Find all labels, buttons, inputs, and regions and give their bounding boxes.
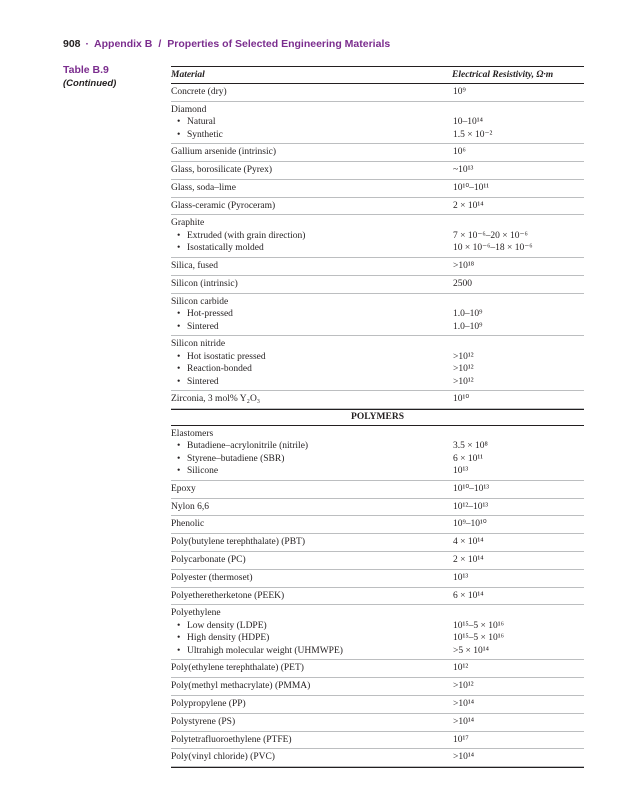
- table-row: [171, 660, 584, 678]
- resistivity-value: >10¹⁸: [453, 260, 475, 271]
- bullet-icon: •: [177, 441, 181, 452]
- table-bottom-rule: [171, 767, 584, 768]
- sub-resistivity-value: 10¹⁵–5 × 10¹⁶: [453, 633, 504, 644]
- resistivity-value: 10¹⁰–10¹¹: [453, 182, 490, 193]
- material-name: Glass, borosilicate (Pyrex): [171, 165, 273, 176]
- sub-resistivity-value: >10¹²: [453, 376, 474, 387]
- resistivity-value: >10¹⁴: [453, 752, 475, 763]
- table-row: [171, 749, 584, 767]
- section-polymers: POLYMERS: [171, 409, 584, 426]
- header-resistivity: Electrical Resistivity, Ω·m: [452, 70, 554, 80]
- resistivity-value: 2 × 10¹⁴: [453, 555, 484, 566]
- sub-material-name: [177, 376, 219, 389]
- table-row: [171, 588, 584, 606]
- table-row: [171, 294, 584, 337]
- resistivity-value: ~10¹³: [453, 165, 474, 176]
- table-header: [171, 67, 584, 84]
- sub-material-label: Sintered: [187, 321, 219, 332]
- sub-material-name: [177, 129, 223, 142]
- sub-material-label: Styrene–butadiene (SBR): [187, 453, 285, 464]
- bullet-icon: •: [177, 321, 181, 332]
- resistivity-value: 10⁶: [453, 147, 466, 158]
- table-row: [171, 391, 584, 409]
- resistivity-value: 10¹²: [453, 663, 469, 674]
- table-row: [171, 696, 584, 714]
- table-row: [171, 144, 584, 162]
- material-name: Polycarbonate (PC): [171, 555, 246, 566]
- table-row: [171, 552, 584, 570]
- table-continued: (Continued): [63, 78, 117, 89]
- header-material: Material: [171, 70, 205, 80]
- table-number: Table B.9: [63, 64, 109, 76]
- sub-material-name: [177, 321, 219, 334]
- sub-material-label: Sintered: [187, 376, 219, 387]
- bullet-icon: •: [177, 364, 181, 375]
- sub-resistivity-value: 1.0–10⁹: [453, 321, 483, 332]
- material-name: Silicon nitride: [171, 339, 226, 350]
- material-name: Poly(methyl methacrylate) (PMMA): [171, 681, 311, 692]
- sub-resistivity-value: 7 × 10⁻⁶–20 × 10⁻⁶: [453, 230, 528, 241]
- material-name: Silicon carbide: [171, 296, 229, 307]
- sub-material-label: Natural: [187, 117, 216, 128]
- sub-resistivity-value: 1.0–10⁹: [453, 309, 483, 320]
- sub-material-label: Isostatically molded: [187, 243, 264, 254]
- resistivity-value: 10⁹–10¹⁰: [453, 519, 487, 530]
- resistivity-value: >10¹⁴: [453, 699, 475, 710]
- sub-resistivity-value: 3.5 × 10⁸: [453, 441, 488, 452]
- resistivity-value: 6 × 10¹⁴: [453, 590, 484, 601]
- table-row: [171, 481, 584, 499]
- table-row: [171, 534, 584, 552]
- sub-material-label: Silicone: [187, 466, 219, 477]
- table-row: [171, 732, 584, 750]
- material-name: Polyetheretherketone (PEEK): [171, 590, 285, 601]
- table-row: [171, 258, 584, 276]
- sub-material-name: [177, 116, 216, 129]
- sub-resistivity-value: 1.5 × 10⁻²: [453, 129, 493, 140]
- table-caption: [63, 64, 158, 89]
- material-name: Glass, soda–lime: [171, 182, 236, 193]
- sub-material-label: Hot-pressed: [187, 309, 233, 320]
- material-name: Polytetrafluoroethylene (PTFE): [171, 734, 292, 745]
- sub-material-name: [177, 308, 233, 321]
- separator-slash: /: [158, 38, 162, 50]
- material-name: Silicon (intrinsic): [171, 278, 238, 289]
- resistivity-value: 2 × 10¹⁴: [453, 200, 484, 211]
- sub-material-name: [177, 440, 308, 453]
- material-name: Polypropylene (PP): [171, 699, 246, 710]
- ceramics-body: [171, 84, 584, 409]
- material-name: Graphite: [171, 218, 205, 229]
- resistivity-value: 4 × 10¹⁴: [453, 537, 484, 548]
- page-number: 908: [63, 38, 81, 50]
- table-row: [171, 605, 584, 660]
- material-name: Diamond: [171, 104, 207, 115]
- sub-material-name: [177, 620, 267, 633]
- table-row: [171, 84, 584, 102]
- sub-material-label: High density (HDPE): [187, 633, 270, 644]
- sub-material-name: [177, 645, 343, 658]
- bullet-icon: •: [177, 351, 181, 362]
- sub-resistivity-value: 10–10¹⁴: [453, 117, 483, 128]
- sub-material-label: Extruded (with grain direction): [187, 230, 306, 241]
- appendix-title: Properties of Selected Engineering Materials: [167, 38, 391, 50]
- sub-material-label: Hot isostatic pressed: [187, 351, 266, 362]
- appendix-label: Appendix B: [94, 38, 153, 50]
- sub-material-label: Butadiene–acrylonitrile (nitrile): [187, 441, 309, 452]
- material-name: Zirconia, 3 mol% Y₂O₃: [171, 394, 261, 405]
- resistivity-value: >10¹⁴: [453, 716, 475, 727]
- sub-material-name: [177, 363, 252, 376]
- bullet-icon: •: [177, 309, 181, 320]
- resistivity-value: 10¹²–10¹³: [453, 501, 489, 512]
- sub-material-name: [177, 242, 264, 255]
- sub-resistivity-value: >10¹²: [453, 351, 474, 362]
- bullet-icon: •: [177, 645, 181, 656]
- bullet-icon: •: [177, 376, 181, 387]
- sub-resistivity-value: >5 × 10¹⁴: [453, 645, 489, 656]
- sub-resistivity-value: 6 × 10¹¹: [453, 453, 484, 464]
- material-name: Nylon 6,6: [171, 501, 209, 512]
- bullet-icon: •: [177, 453, 181, 464]
- sub-material-label: Synthetic: [187, 129, 223, 140]
- table-row: [171, 180, 584, 198]
- sub-material-label: Reaction-bonded: [187, 364, 252, 375]
- resistivity-value: 10¹⁰: [453, 394, 470, 405]
- resistivity-value: 2500: [453, 278, 472, 289]
- material-name: Poly(butylene terephthalate) (PBT): [171, 537, 306, 548]
- bullet-icon: •: [177, 243, 181, 254]
- material-name: Epoxy: [171, 483, 196, 494]
- table-row: [171, 336, 584, 391]
- resistivity-value: >10¹²: [453, 681, 474, 692]
- separator-dot: ·: [85, 38, 90, 50]
- table-row: [171, 162, 584, 180]
- bullet-icon: •: [177, 466, 181, 477]
- material-name: Polyethylene: [171, 608, 221, 619]
- material-name: Silica, fused: [171, 260, 218, 271]
- table-row: [171, 102, 584, 145]
- table-row: [171, 714, 584, 732]
- polymers-body: [171, 426, 584, 767]
- sub-resistivity-value: 10¹⁵–5 × 10¹⁶: [453, 620, 504, 631]
- bullet-icon: •: [177, 620, 181, 631]
- material-name: Poly(ethylene terephthalate) (PET): [171, 663, 304, 674]
- table-row: [171, 426, 584, 481]
- sub-resistivity-value: 10 × 10⁻⁶–18 × 10⁻⁶: [453, 243, 533, 254]
- running-head: [63, 38, 390, 50]
- resistivity-value: 10¹⁷: [453, 734, 469, 745]
- bullet-icon: •: [177, 129, 181, 140]
- material-name: Polystyrene (PS): [171, 716, 236, 727]
- sub-material-name: [177, 632, 269, 645]
- material-name: Phenolic: [171, 519, 205, 530]
- material-name: Elastomers: [171, 428, 214, 439]
- material-name: Gallium arsenide (intrinsic): [171, 147, 276, 158]
- table-row: [171, 678, 584, 696]
- sub-resistivity-value: >10¹²: [453, 364, 474, 375]
- material-name: Poly(vinyl chloride) (PVC): [171, 752, 275, 763]
- sub-material-label: Ultrahigh molecular weight (UHMWPE): [187, 645, 343, 656]
- sub-resistivity-value: 10¹³: [453, 466, 469, 477]
- material-name: Concrete (dry): [171, 87, 227, 97]
- resistivity-value: 10¹³: [453, 572, 469, 583]
- sub-material-name: [177, 230, 305, 243]
- sub-material-name: [177, 465, 218, 478]
- resistivity-value: 10¹⁰–10¹³: [453, 483, 490, 494]
- resistivity-value: 10⁹: [453, 87, 466, 97]
- table-row: [171, 198, 584, 216]
- table-row: [171, 516, 584, 534]
- table-row: [171, 499, 584, 517]
- sub-material-label: Low density (LDPE): [187, 620, 267, 631]
- bullet-icon: •: [177, 633, 181, 644]
- table-row: [171, 570, 584, 588]
- sub-material-name: [177, 453, 284, 466]
- bullet-icon: •: [177, 117, 181, 128]
- material-name: Glass-ceramic (Pyroceram): [171, 200, 276, 211]
- resistivity-table: [171, 66, 584, 768]
- table-row: [171, 276, 584, 294]
- sub-material-name: [177, 351, 266, 364]
- bullet-icon: •: [177, 230, 181, 241]
- material-name: Polyester (thermoset): [171, 572, 253, 583]
- table-row: [171, 215, 584, 258]
